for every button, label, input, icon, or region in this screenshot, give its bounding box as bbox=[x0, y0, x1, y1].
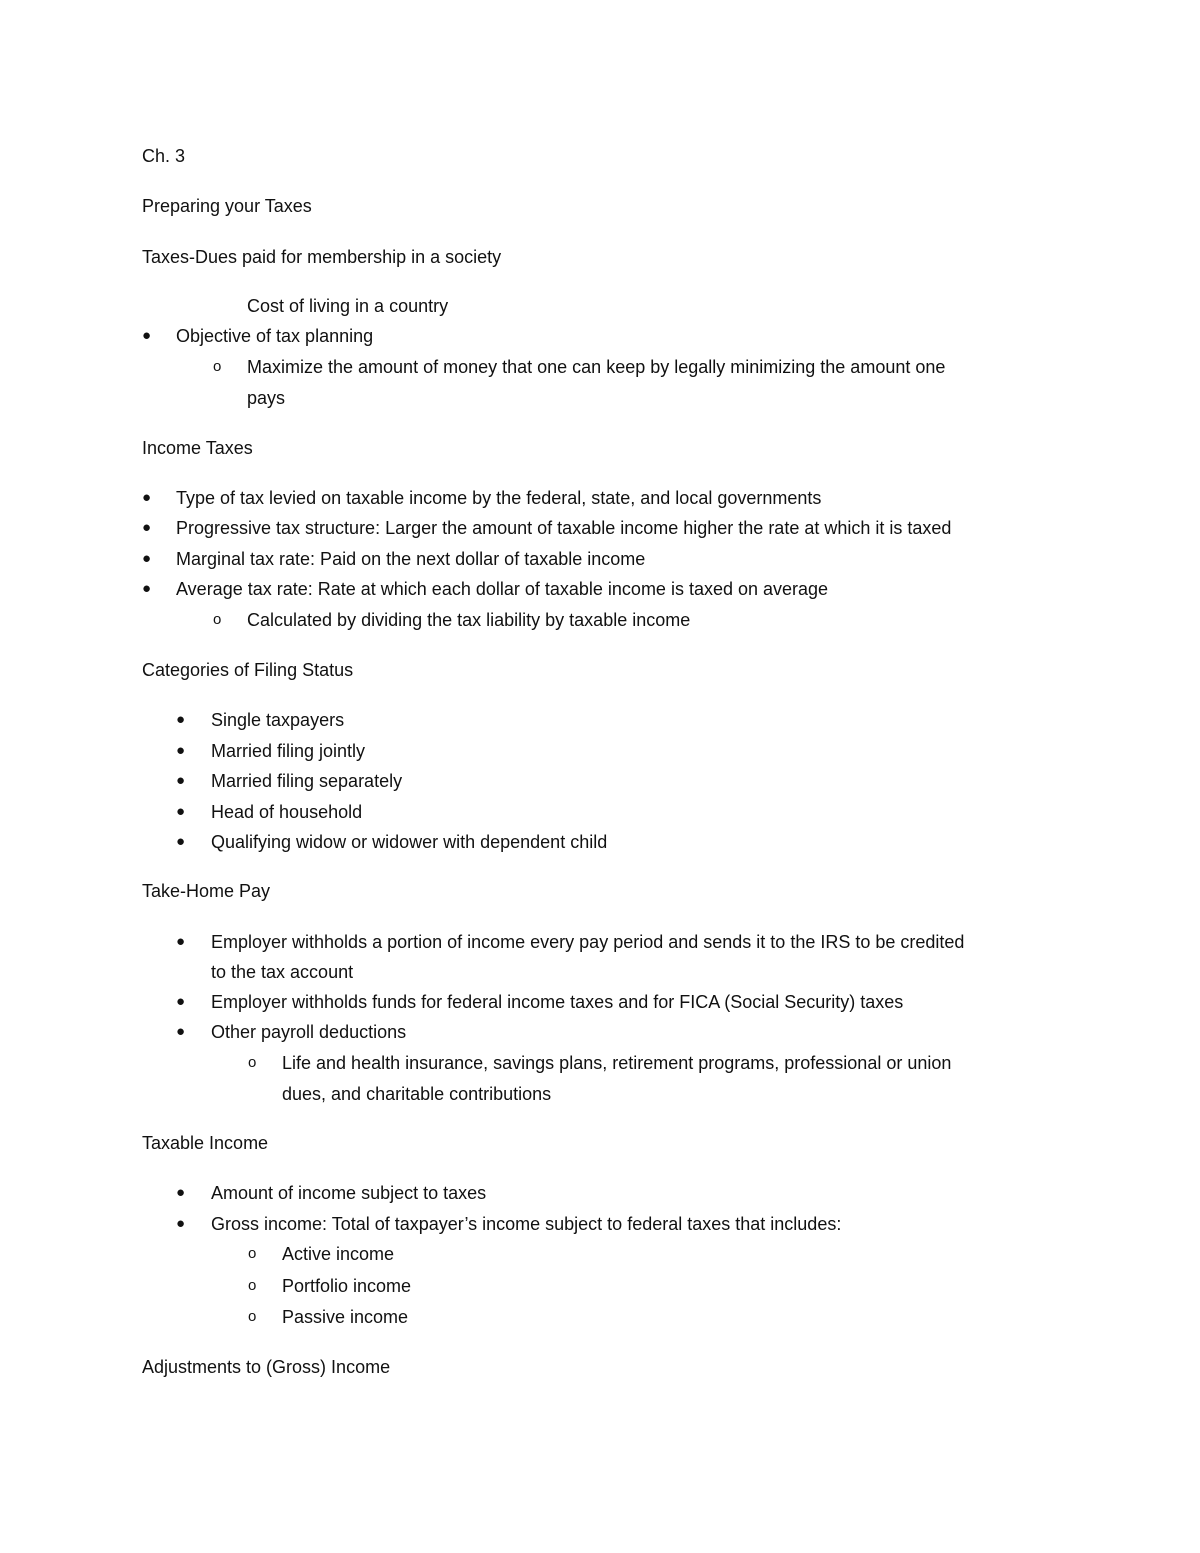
taxes-definition-cont: Cost of living in a country bbox=[247, 296, 449, 316]
list-item: Life and health insurance, savings plans, retirement programs, professional or union bbox=[282, 1053, 952, 1073]
document-title: Preparing your Taxes bbox=[142, 196, 312, 216]
bullet-icon: ● bbox=[176, 1023, 186, 1040]
bullet-icon: ● bbox=[142, 519, 152, 536]
list-item: Objective of tax planning bbox=[176, 326, 374, 346]
sub-bullet-icon: o bbox=[213, 358, 222, 375]
list-item: Single taxpayers bbox=[211, 710, 345, 730]
sub-bullet-icon: o bbox=[248, 1054, 257, 1071]
list-item: Head of household bbox=[211, 802, 363, 822]
list-item: Average tax rate: Rate at which each dollar of taxable income is taxed on average bbox=[176, 579, 829, 599]
list-item: Employer withholds funds for federal income taxes and for FICA (Social Security) taxes bbox=[211, 992, 904, 1012]
list-item: Amount of income subject to taxes bbox=[211, 1183, 487, 1203]
section-heading: Take-Home Pay bbox=[142, 881, 271, 901]
section-heading: Categories of Filing Status bbox=[142, 660, 354, 680]
section-heading: Income Taxes bbox=[142, 438, 253, 458]
list-item: Married filing separately bbox=[211, 771, 403, 791]
sub-bullet-icon: o bbox=[248, 1245, 257, 1262]
bullet-icon: ● bbox=[176, 833, 186, 850]
bullet-icon: ● bbox=[176, 803, 186, 820]
list-item: Type of tax levied on taxable income by the federal, state, and local governments bbox=[176, 488, 822, 508]
chapter-label: Ch. 3 bbox=[142, 146, 186, 166]
list-item: Marginal tax rate: Paid on the next dollar of taxable income bbox=[176, 549, 646, 569]
sub-bullet-icon: o bbox=[248, 1277, 257, 1294]
list-item: Calculated by dividing the tax liability by taxable income bbox=[247, 610, 691, 630]
list-item: Active income bbox=[282, 1244, 395, 1264]
list-item-cont: dues, and charitable contributions bbox=[282, 1084, 552, 1104]
bullet-icon: ● bbox=[176, 993, 186, 1010]
list-item: Qualifying widow or widower with dependent child bbox=[211, 832, 608, 852]
bullet-icon: ● bbox=[142, 489, 152, 506]
list-item: Employer withholds a portion of income every pay period and sends it to the IRS to be credited bbox=[211, 932, 965, 952]
bullet-icon: ● bbox=[176, 933, 186, 950]
list-item: Progressive tax structure: Larger the amount of taxable income higher the rate at which it is taxed bbox=[176, 518, 952, 538]
list-item-cont: to the tax account bbox=[211, 962, 354, 982]
bullet-icon: ● bbox=[176, 711, 186, 728]
sub-bullet-icon: o bbox=[213, 611, 222, 628]
bullet-icon: ● bbox=[176, 742, 186, 759]
bullet-icon: ● bbox=[176, 1215, 186, 1232]
bullet-icon: ● bbox=[142, 550, 152, 567]
list-item-cont: pays bbox=[247, 388, 286, 408]
bullet-icon: ● bbox=[176, 772, 186, 789]
taxes-definition: Taxes-Dues paid for membership in a society bbox=[142, 247, 502, 267]
section-heading: Adjustments to (Gross) Income bbox=[142, 1357, 391, 1377]
list-item: Maximize the amount of money that one can keep by legally minimizing the amount one bbox=[247, 357, 946, 377]
list-item: Portfolio income bbox=[282, 1276, 412, 1296]
list-item: Passive income bbox=[282, 1307, 409, 1327]
bullet-icon: ● bbox=[142, 327, 152, 344]
bullet-icon: ● bbox=[142, 580, 152, 597]
sub-bullet-icon: o bbox=[248, 1308, 257, 1325]
bullet-icon: ● bbox=[176, 1184, 186, 1201]
list-item: Gross income: Total of taxpayer’s income subject to federal taxes that includes: bbox=[211, 1214, 842, 1234]
section-heading: Taxable Income bbox=[142, 1133, 269, 1153]
list-item: Other payroll deductions bbox=[211, 1022, 407, 1042]
list-item: Married filing jointly bbox=[211, 741, 366, 761]
